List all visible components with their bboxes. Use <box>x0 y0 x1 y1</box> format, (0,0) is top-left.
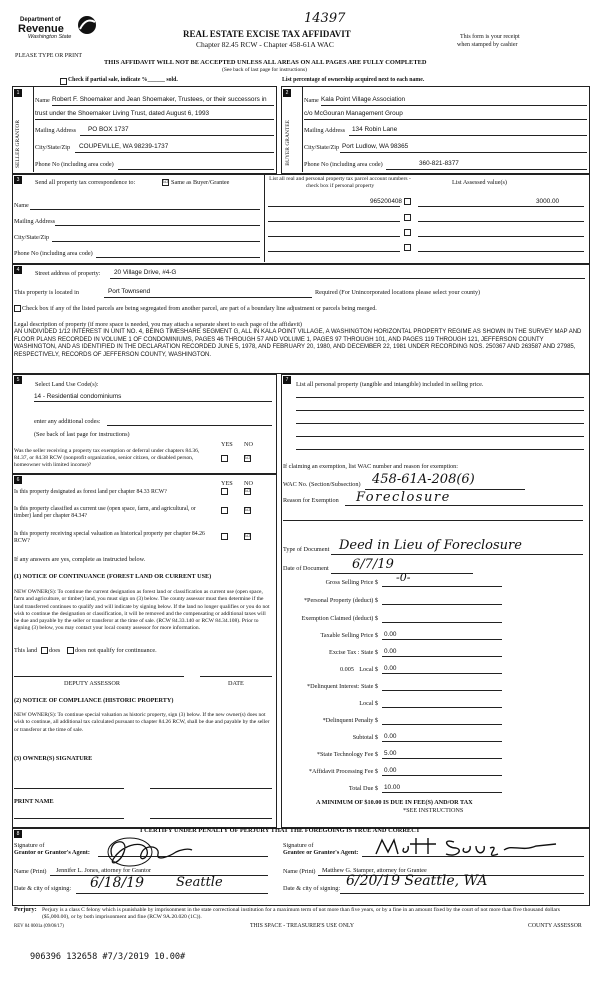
section-8-number: 8 <box>14 830 22 838</box>
buyer-mailing-label: Mailing Address <box>304 127 346 134</box>
state-tech-label: *State Technology Fee $ <box>316 751 378 758</box>
county-assessor: COUNTY ASSESSOR <box>528 923 582 929</box>
buyer-name-value-2[interactable]: c/o McGouran Management Group <box>304 110 403 117</box>
s5-no: NO <box>244 441 253 448</box>
street-label: Street address of property: <box>35 270 101 277</box>
grantee-name-label: Name (Print) <box>283 868 316 875</box>
see-back-label: (See back of last page for instructions) <box>34 431 130 438</box>
state-tech-value[interactable]: 5.00 <box>384 750 397 757</box>
exempt-question: Was the seller receiving a property tax exemption or deferral under chapters 84.36, 84.37, or 84.38 RCW (nonprofit organization, senior citizen, or disabled person, homeowner with limited income)? <box>14 448 200 468</box>
excise-state-label: Excise Tax : State $ <box>329 649 378 656</box>
exempt-no-checkbox[interactable]: ☑ <box>245 455 250 461</box>
buyer-mailing-value[interactable]: 134 Robin Lane <box>352 126 398 133</box>
taxable-label: Taxable Selling Price $ <box>320 632 378 639</box>
current-use-yes-checkbox[interactable] <box>221 507 228 514</box>
grantee-date-city-label: Date & city of signing: <box>283 885 341 892</box>
washington-state: Washington State <box>28 34 72 40</box>
seller-city-value[interactable]: COUPEVILLE, WA 98239-1737 <box>79 143 169 150</box>
grantor-date-city-label: Date & city of signing: <box>14 885 72 892</box>
doc-date-label: Date of Document <box>283 565 329 572</box>
buyer-city-label: City/State/Zip <box>304 144 340 151</box>
section-2-number: 2 <box>283 89 291 97</box>
rev-number: REV 84 0001a (09/06/17) <box>14 924 64 929</box>
owner-signature-label: (3) OWNER(S) SIGNATURE <box>14 755 93 762</box>
handwritten-number: 14397 <box>304 11 346 26</box>
notice1-title: (1) NOTICE OF CONTINUANCE (FOREST LAND OR CURRENT USE) <box>14 573 212 580</box>
total-label: Total Due $ <box>348 785 378 792</box>
section-7-number: 7 <box>283 376 291 384</box>
forest-yes-checkbox[interactable] <box>221 488 228 495</box>
seller-name-value-2[interactable]: trust under the Shoemaker Living Trust, dated August 6, 1993 <box>35 110 210 117</box>
perjury-label: Perjury: <box>14 906 37 913</box>
located-value[interactable]: Port Townsend <box>108 288 151 295</box>
personal-property-checkbox-4[interactable] <box>404 244 411 251</box>
warning-text: THIS AFFIDAVIT WILL NOT BE ACCEPTED UNLESS ALL AREAS ON ALL PAGES ARE FULLY COMPLETED <box>104 59 427 66</box>
delinquent-penalty-label: *Delinquent Penalty $ <box>322 717 378 724</box>
local2-label: Local $ <box>359 700 378 707</box>
grantee-sig-label: Signature of <box>283 842 314 849</box>
seller-name-value[interactable]: Robert F. Shoemaker and Jean Shoemaker, Trustees, or their successors in <box>52 96 267 103</box>
send-correspondence-label: Send all property tax correspondence to: <box>35 179 136 186</box>
date-label: DATE <box>228 680 244 687</box>
same-as-buyer-checkbox[interactable]: ☑ <box>163 179 168 185</box>
local-rate: 0.005 <box>340 666 354 673</box>
legal-label: Legal description of property (if more space is needed, you may attach a separate sheet to each page of the affidavit) <box>14 321 302 328</box>
excise-state-value[interactable]: 0.00 <box>384 648 397 655</box>
assessed-value[interactable]: 3000.00 <box>536 198 560 205</box>
exemption-claim-label: If claiming an exemption, list WAC number and reason for exemption: <box>283 463 458 470</box>
partial-sale-label: Check if partial sale, indicate %______ sold. <box>68 77 178 83</box>
historic-no-checkbox[interactable]: ☑ <box>245 533 250 539</box>
assessed-header: List Assessed value(s) <box>452 179 507 186</box>
delinquent-interest-label: *Delinquent Interest: State $ <box>307 683 378 690</box>
buyer-name-value[interactable]: Kala Point Village Association <box>321 96 406 103</box>
receipt-note: This form is your receipt <box>460 34 520 40</box>
personal-property-checkbox-3[interactable] <box>404 229 411 236</box>
section-6-number: 6 <box>14 476 22 484</box>
segregated-checkbox[interactable] <box>14 305 21 312</box>
does-label: does <box>49 647 61 654</box>
seller-grantor-label: SELLER GRANTOR <box>15 120 21 169</box>
doc-date-value[interactable]: 6/7/19 <box>352 557 394 572</box>
buyer-name-label: Name <box>304 97 319 104</box>
section-4-number: 4 <box>14 266 22 274</box>
revenue-word: Revenue <box>18 23 64 35</box>
wac-value[interactable]: 458-61A-208(6) <box>372 472 475 487</box>
type-or-print: PLEASE TYPE OR PRINT <box>15 53 83 59</box>
this-land-label: This land <box>14 647 38 654</box>
grantor-sig-label-2: Grantor or Grantor's Agent: <box>14 849 90 856</box>
minimum-note: A MINIMUM OF $10.00 IS DUE IN FEE(S) AND/OR TAX <box>316 799 473 806</box>
current-use-question: Is this property classified as current use (open space, farm, and agricultural, or timber) land per chapter 84.34? <box>14 506 196 520</box>
instructions-ref: (See back of last page for instructions) <box>222 67 307 73</box>
s6-no: NO <box>244 480 253 487</box>
section-3-number: 3 <box>14 176 22 184</box>
treasurer-use: THIS SPACE - TREASURER'S USE ONLY <box>250 923 355 929</box>
s3-name-label: Name <box>14 202 29 209</box>
historic-yes-checkbox[interactable] <box>221 533 228 540</box>
cashier-stamp: 906396 132658 #7/3/2019 10.00# <box>30 952 186 962</box>
print-name-label: PRINT NAME <box>14 798 54 805</box>
gross-value[interactable]: -0- <box>396 571 411 584</box>
does-not-label: does not qualify for continuance. <box>75 647 157 654</box>
exempt-yes-checkbox[interactable] <box>221 455 228 462</box>
same-as-buyer-label: Same as Buyer/Grantee <box>171 179 230 186</box>
street-value[interactable]: 20 Village Drive, #4-G <box>114 269 177 276</box>
subtotal-label: Subtotal $ <box>352 734 378 741</box>
grantee-signature <box>372 834 562 864</box>
notice1-body: NEW OWNER(S): To continue the current designation as forest land or classification as current use (open space, farm and agriculture, or timber) land, you must sign on (3) below. The county assessor must then determine if the land transferred continues to qualify and will indicate by signing below. If the land no longer qualifies or you do not wish to continue the designation or classification, it will be removed and the compensating or additional taxes will be due and payable by the seller or transferor at the time of sale. (RCW 84.33.140 or RCW 84.34.108). Prior to signing (3) below, you may contact your local county assessor for more information. <box>14 589 270 632</box>
seller-name-label: Name <box>35 97 50 104</box>
does-not-checkbox[interactable] <box>67 647 74 654</box>
seller-city-label: City/State/Zip <box>35 144 71 151</box>
personal-property-deduct-label: *Personal Property (deduct) $ <box>303 597 378 604</box>
certify-text: I CERTIFY UNDER PENALTY OF PERJURY THAT THE FOREGOING IS TRUE AND CORRECT <box>140 827 421 834</box>
grantee-sig-label-2: Grantee or Grantee's Agent: <box>283 849 359 856</box>
total-value[interactable]: 10.00 <box>384 784 400 791</box>
grantor-city[interactable]: Seattle <box>176 875 223 890</box>
buyer-grantee-label: BUYER GRANTEE <box>285 120 291 166</box>
grantee-name-value[interactable]: Matthew G. Stamper, attorney for Grantee <box>322 867 427 874</box>
form-subtitle: Chapter 82.45 RCW - Chapter 458-61A WAC <box>196 40 334 49</box>
parcel-number[interactable]: 965200408 <box>370 198 402 205</box>
historic-question: Is this property receiving special valuation as historical property per chapter 84.26 RCW? <box>14 531 205 545</box>
doc-type-label: Type of Document <box>283 546 330 553</box>
seller-mailing-label: Mailing Address <box>35 127 77 134</box>
local-value[interactable]: 0.00 <box>384 665 397 672</box>
forest-question: Is this property designated as forest land per chapter 84.33 RCW? <box>14 489 167 495</box>
personal-property-label: List all personal property (tangible and intangible) included in selling price. <box>296 381 484 388</box>
located-label: This property is located in <box>14 289 79 296</box>
dept-of: Department of <box>20 17 61 23</box>
ownership-pct-label: List percentage of ownership acquired next to each name. <box>282 77 425 83</box>
required-note: Required (For Unincorporated locations please select your county) <box>315 289 481 296</box>
partial-sale-checkbox[interactable] <box>60 78 67 85</box>
taxable-value[interactable]: 0.00 <box>384 631 397 638</box>
grantor-date[interactable]: 6/18/19 <box>90 875 144 891</box>
buyer-phone-value[interactable]: 360-821-8377 <box>419 160 459 167</box>
buyer-city-value[interactable]: Port Ludlow, WA 98365 <box>342 143 409 150</box>
notice2-title: (2) NOTICE OF COMPLIANCE (HISTORIC PROPERTY) <box>14 697 174 704</box>
current-use-no-checkbox[interactable]: ☑ <box>245 507 250 513</box>
wac-label: WAC No. (Section/Subsection) <box>283 481 361 488</box>
see-instructions: *SEE INSTRUCTIONS <box>403 807 464 814</box>
receipt-note-2: when stamped by cashier <box>457 42 518 48</box>
section-5-number: 5 <box>14 376 22 384</box>
gross-label: Gross Selling Price $ <box>325 579 378 586</box>
notice2-body: NEW OWNER(S): To continue special valuation as historic property, sign (3) below. If the new owner(s) does not wish to continue, all additional tax calculated pursuant to chapter 84.26 RCW, shall be due and payable by the seller or transferor at the time of sale. <box>14 712 270 733</box>
s5-yes: YES <box>221 441 233 448</box>
land-use-label: Select Land Use Code(s): <box>35 381 99 388</box>
segregated-label: Check box if any of the listed parcels are being segregated from another parcel, are part of a boundary line adjustment or parcels being merged. <box>22 305 377 312</box>
buyer-phone-label: Phone No (including area code) <box>304 161 383 168</box>
perjury-text: Perjury is a class C felony which is punishable by imprisonment in the state correctional institution for a maximum term of not more than five years, or by a fine in an amount fixed by the court of not more than five thousand dollars ($5,000.00), or by both imprisonment and fine (RCW 9A.20.020 (1C)). <box>42 907 560 921</box>
form-title: REAL ESTATE EXCISE TAX AFFIDAVIT <box>183 29 351 39</box>
seller-mailing-value[interactable]: PO BOX 1737 <box>88 126 129 133</box>
reason-value[interactable]: Foreclosure <box>356 490 451 505</box>
affidavit-fee-value[interactable]: 0.00 <box>384 767 397 774</box>
grantor-sig-label: Signature of <box>14 842 45 849</box>
local-label: Local $ <box>359 666 378 673</box>
grantor-name-value[interactable]: Jennifer L. Jones, attorney for Grantor <box>56 867 152 874</box>
parcel-header: List all real and personal property tax parcel account numbers - check box if personal property <box>269 176 411 189</box>
s3-phone-label: Phone No (including area code) <box>14 250 93 257</box>
reason-label: Reason for Exemption <box>283 497 339 504</box>
seller-phone-label: Phone No (including area code) <box>35 161 114 168</box>
subtotal-value[interactable]: 0.00 <box>384 733 397 740</box>
land-use-value[interactable]: 14 - Residential condominiums <box>34 393 122 400</box>
section-1-number: 1 <box>14 89 22 97</box>
grantee-date-city[interactable]: 6/20/19 Seattle, WA <box>346 873 488 889</box>
grantor-name-label: Name (Print) <box>14 868 47 875</box>
personal-property-checkbox-2[interactable] <box>404 214 411 221</box>
additional-codes-label: enter any additional codes: <box>34 418 101 425</box>
deputy-assessor-label: DEPUTY ASSESSOR <box>64 680 120 687</box>
personal-property-checkbox-1[interactable] <box>404 198 411 205</box>
exemption-deduct-label: Exemption Claimed (deduct) $ <box>301 615 378 622</box>
s3-mailing-label: Mailing Address <box>14 218 56 225</box>
does-checkbox[interactable] <box>41 647 48 654</box>
s3-city-label: City/State/Zip <box>14 234 50 241</box>
affidavit-fee-label: *Affidavit Processing Fee $ <box>308 768 378 775</box>
doc-type-value[interactable]: Deed in Lieu of Foreclosure <box>339 538 522 553</box>
s6-yes: YES <box>221 480 233 487</box>
if-yes-note: If any answers are yes, complete as instructed below. <box>14 556 146 563</box>
legal-description[interactable]: AN UNDIVIDED 1/12 INTEREST IN UNIT NO. 4, BEING TIMESHARE SEGMENT G, ALL IN KALA POINT VILLAGE, A WASHINGTON HORIZONTAL PROPERTY REGIME AS SHOWN IN THE SURVEY MAP AND FLOOR PLANS RECORDED IN VOLUME 1 OF CONDOMINIUMS, PAGES 46 THROUGH 57 AND VOLUME 1, PAGES 97 THROUGH 101, AND PAGES 119 THROUGH 121, JEFFERSON COUNTY WASHINGTON, AND AS IDENTIFIED IN THE DECLARATION RECORDED JUNE 5, 1978, AND FEBRUARY 20, 1980, AND DECEMBER 22, 1981 UNDER RECORDING NOS. 250367 AND 263587 AND 27985, RESPECTIVELY, RECORDS OF JEFFERSON COUNTY, WASHINGTON. <box>14 329 582 359</box>
forest-no-checkbox[interactable]: ☑ <box>245 488 250 494</box>
